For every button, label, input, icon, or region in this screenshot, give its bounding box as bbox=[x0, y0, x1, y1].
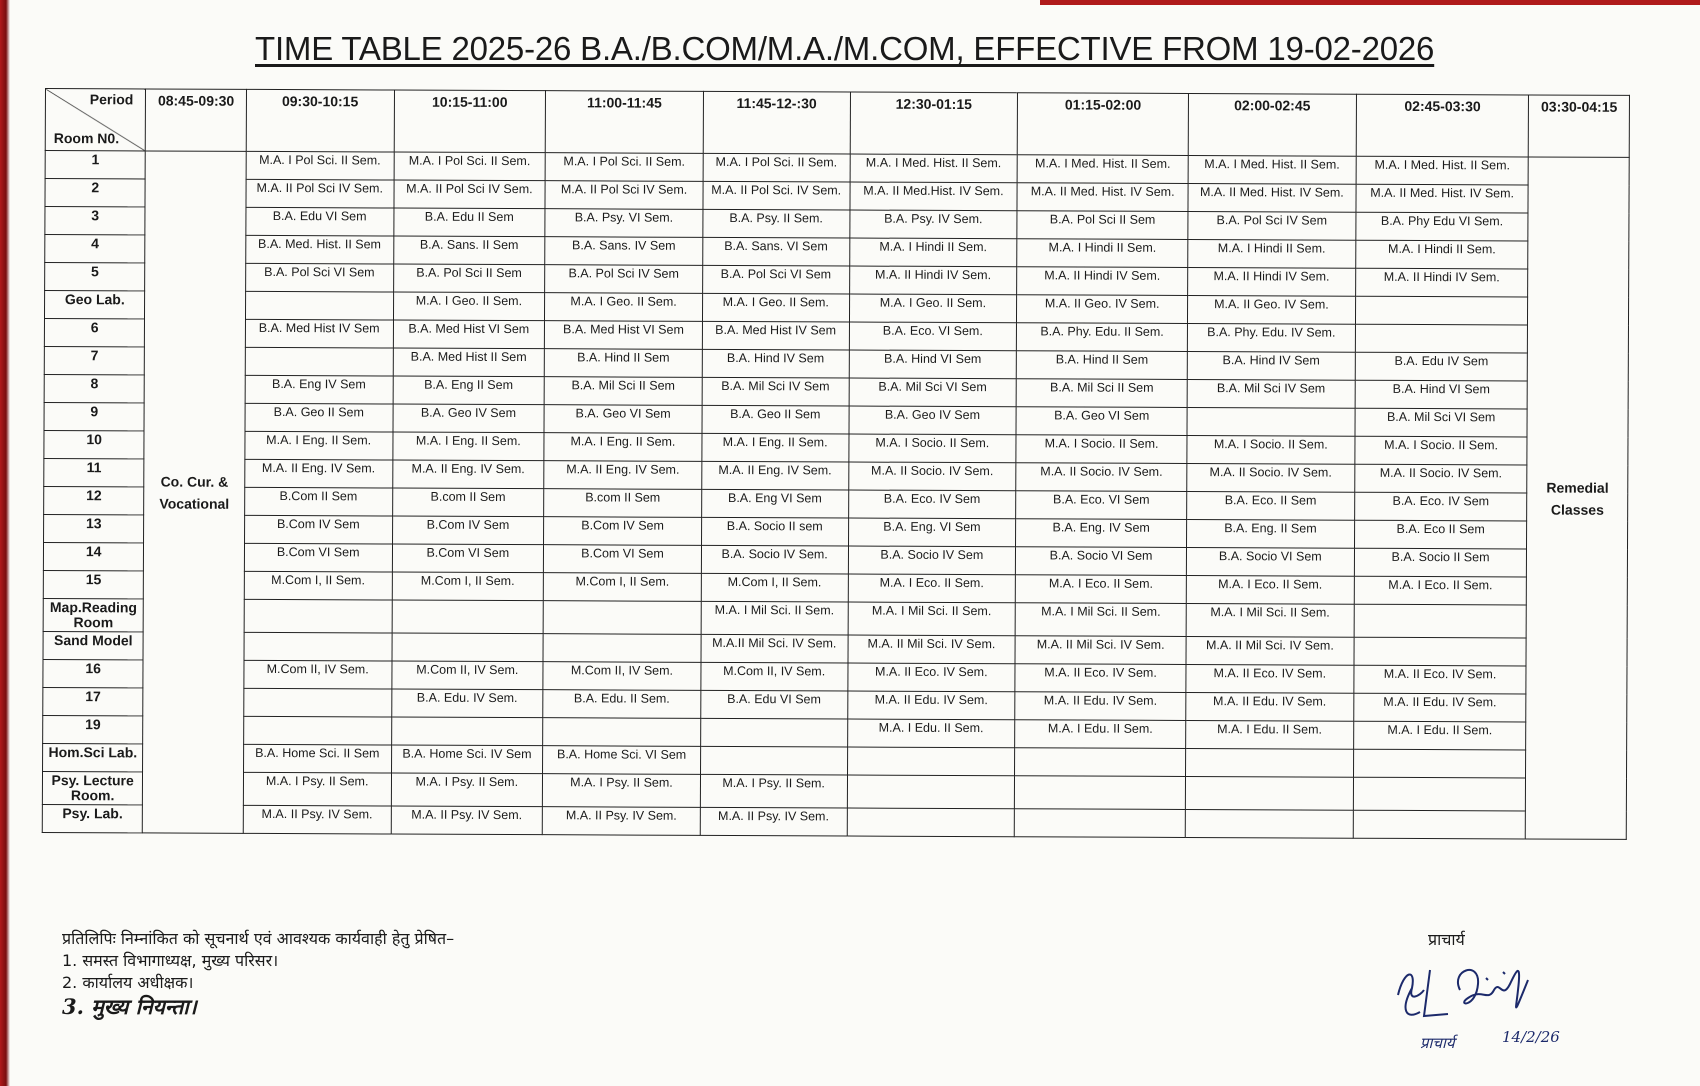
class-cell: B.A. Phy. Edu. II Sem. bbox=[1017, 323, 1188, 352]
class-cell bbox=[392, 633, 544, 662]
class-cell: B.Com IV Sem bbox=[544, 517, 702, 546]
class-cell: B.A. Sans. II Sem bbox=[393, 236, 545, 265]
class-cell: M.A. II Edu. IV Sem. bbox=[847, 691, 1015, 720]
class-cell: M.A. I Geo. II Sem. bbox=[849, 294, 1017, 323]
class-cell: M.A. II Psy. IV Sem. bbox=[391, 806, 543, 835]
class-cell: B.A. Med Hist II Sem bbox=[393, 348, 545, 377]
class-cell: B.A. Eng. II Sem bbox=[1186, 519, 1354, 548]
class-cell bbox=[700, 746, 847, 775]
room-cell: 4 bbox=[45, 235, 146, 263]
room-cell: 10 bbox=[44, 430, 145, 458]
class-cell: M.A. II Med. Hist. IV Sem. bbox=[1188, 183, 1356, 212]
class-cell: M.A. I Mil Sci. II Sem. bbox=[1015, 603, 1186, 637]
class-cell bbox=[1185, 809, 1353, 838]
class-cell: M.A. I Socio. II Sem. bbox=[1355, 436, 1528, 465]
room-cell: 16 bbox=[43, 659, 144, 687]
class-cell: M.Com I, II Sem. bbox=[392, 572, 544, 601]
class-cell: M.A. I Hindi II Sem. bbox=[1355, 240, 1528, 269]
class-cell bbox=[1015, 776, 1186, 810]
class-cell bbox=[244, 688, 392, 717]
class-cell bbox=[847, 747, 1015, 776]
class-cell: B.A. Home Sci. II Sem bbox=[243, 744, 391, 773]
page-title: TIME TABLE 2025-26 B.A./B.COM/M.A./M.COM, EFFECTIVE FROM 19-02-2026 bbox=[255, 30, 1435, 67]
class-cell: M.A. II Psy. IV Sem. bbox=[243, 805, 391, 834]
room-cell: Hom.Sci Lab. bbox=[43, 743, 144, 771]
class-cell: B.A. Med Hist VI Sem bbox=[545, 321, 703, 350]
class-cell: M.A. I Pol Sci. II Sem. bbox=[394, 152, 546, 181]
class-cell: M.A. II Geo. IV Sem. bbox=[1187, 295, 1355, 324]
page-edge-left bbox=[0, 0, 10, 1086]
class-cell: M.A. I Psy. II Sem. bbox=[700, 774, 847, 808]
class-cell: M.A. I Hindi II Sem. bbox=[1188, 239, 1356, 268]
class-cell: M.A. I Med. Hist. II Sem. bbox=[1017, 155, 1188, 184]
signature-label: प्राचार्य bbox=[1420, 1034, 1455, 1052]
class-cell: M.Com II, IV Sem. bbox=[701, 662, 848, 691]
class-cell bbox=[391, 717, 543, 746]
class-cell: M.A. II Hindi IV Sem. bbox=[1355, 268, 1528, 297]
class-cell: B.A. Med. Hist. II Sem bbox=[246, 235, 394, 264]
class-cell: M.Com I, II Sem. bbox=[244, 571, 392, 600]
class-cell: M.A. II Med. Hist. IV Sem. bbox=[1356, 184, 1529, 213]
class-cell bbox=[1185, 748, 1353, 777]
class-cell: M.A. I Eng. II Sem. bbox=[702, 433, 849, 462]
class-cell: B.A. Eng II Sem bbox=[393, 376, 545, 405]
room-cell: 5 bbox=[45, 263, 146, 291]
class-cell: M.A. II Mil Sci. IV Sem. bbox=[847, 635, 1015, 664]
room-cell: 15 bbox=[43, 570, 144, 598]
class-cell: B.A. Socio IV Sem. bbox=[701, 545, 848, 574]
class-cell: M.A. II Eng. IV Sem. bbox=[245, 459, 393, 488]
class-cell: M.A. II Eng. IV Sem. bbox=[544, 461, 702, 490]
class-cell: M.A. I Geo. II Sem. bbox=[702, 293, 849, 322]
class-cell: B.A. Eco. VI Sem. bbox=[849, 322, 1017, 351]
class-cell: M.A. II Eco. IV Sem. bbox=[1354, 665, 1527, 694]
class-cell: B.A. Mil Sci IV Sem bbox=[702, 377, 849, 406]
period-header: 01:15-02:00 bbox=[1017, 93, 1188, 156]
remedial-classes-cell: Remedial Classes bbox=[1526, 157, 1630, 839]
class-cell: M.A. I Edu. II Sem. bbox=[1015, 720, 1186, 749]
room-cell: 13 bbox=[44, 514, 145, 542]
class-cell: M.A. I Med. Hist. II Sem. bbox=[1356, 156, 1529, 185]
class-cell: B.A. Geo II Sem bbox=[702, 405, 849, 434]
class-cell: B.Com VI Sem bbox=[544, 545, 702, 574]
class-cell: M.Com II, IV Sem. bbox=[244, 660, 392, 689]
room-cell: 7 bbox=[44, 346, 145, 374]
class-cell: M.A. II Pol Sci IV Sem. bbox=[393, 180, 545, 209]
class-cell bbox=[245, 347, 393, 376]
class-cell: M.A. I Psy. II Sem. bbox=[243, 772, 391, 806]
class-cell: B.A. Psy. IV Sem. bbox=[849, 210, 1017, 239]
class-cell: M.A. II Pol Sci IV Sem. bbox=[246, 179, 394, 208]
class-cell: M.A. I Geo. II Sem. bbox=[545, 293, 703, 322]
room-cell: 17 bbox=[43, 687, 144, 715]
class-cell: B.A. Pol Sci VI Sem bbox=[245, 263, 393, 292]
class-cell: M.Com I, II Sem. bbox=[543, 573, 701, 602]
class-cell: M.A. II Edu. IV Sem. bbox=[1186, 692, 1354, 721]
class-cell: B.A. Mil Sci VI Sem bbox=[1355, 408, 1528, 437]
class-cell bbox=[244, 632, 392, 661]
class-cell: B.A. Pol Sci II Sem bbox=[393, 264, 545, 293]
class-cell: M.A. II Eng. IV Sem. bbox=[702, 461, 849, 490]
class-cell: M.A. I Socio. II Sem. bbox=[1016, 435, 1187, 464]
class-cell: B.A. Socio IV Sem bbox=[848, 546, 1016, 575]
period-label: Period bbox=[89, 91, 134, 108]
class-cell: M.A. II Eco. IV Sem. bbox=[847, 663, 1015, 692]
class-cell: M.A. II Geo. IV Sem. bbox=[1017, 295, 1188, 324]
class-cell: M.A. I Hindi II Sem. bbox=[849, 238, 1017, 267]
class-cell: M.A. I Pol Sci. II Sem. bbox=[545, 153, 703, 182]
class-cell: B.A. Edu VI Sem bbox=[246, 207, 394, 236]
class-cell: M.A. I Eng. II Sem. bbox=[245, 431, 393, 460]
class-cell: M.A. II Edu. IV Sem. bbox=[1015, 692, 1186, 721]
class-cell: M.A. I Psy. II Sem. bbox=[391, 773, 543, 807]
class-cell: B.A. Edu IV Sem bbox=[1355, 352, 1528, 381]
class-cell bbox=[847, 808, 1015, 837]
room-cell: Map.Reading Room bbox=[43, 598, 144, 631]
class-cell: M.A. I Pol Sci. II Sem. bbox=[246, 151, 394, 180]
class-cell: M.A. I Edu. II Sem. bbox=[1186, 720, 1354, 749]
class-cell bbox=[1185, 776, 1353, 810]
period-header: 02:00-02:45 bbox=[1188, 93, 1356, 156]
class-cell: B.com II Sem bbox=[392, 488, 544, 517]
class-cell: M.A. II Psy. IV Sem. bbox=[700, 807, 847, 836]
room-cell: 8 bbox=[44, 374, 145, 402]
class-cell: B.A. Geo VI Sem bbox=[1016, 407, 1187, 436]
class-cell: M.Com II, IV Sem. bbox=[543, 662, 701, 691]
class-cell: B.A. Hind II Sem bbox=[544, 349, 702, 378]
class-cell: M.A. II Med. Hist. IV Sem. bbox=[1017, 183, 1188, 212]
class-cell: B.A. Geo II Sem bbox=[245, 403, 393, 432]
class-cell: B.A. Hind VI Sem bbox=[1355, 380, 1528, 409]
class-cell: M.A. II Psy. IV Sem. bbox=[542, 807, 700, 836]
room-cell: Psy. Lecture Room. bbox=[42, 771, 143, 804]
class-cell bbox=[1354, 604, 1527, 638]
class-cell: M.A. I Eng. II Sem. bbox=[392, 432, 544, 461]
class-cell: B.A. Hind II Sem bbox=[1016, 351, 1187, 380]
class-cell: M.A. I Eng. II Sem. bbox=[544, 433, 702, 462]
class-cell: B.A. Hind IV Sem bbox=[702, 349, 849, 378]
distribution-list bbox=[62, 928, 454, 1018]
class-cell: M.A. I Psy. II Sem. bbox=[543, 774, 701, 808]
class-cell: B.A. Mil Sci VI Sem bbox=[849, 378, 1017, 407]
room-cell: Geo Lab. bbox=[44, 291, 145, 319]
page-edge-top bbox=[1040, 0, 1700, 5]
class-cell: B.A. Mil Sci IV Sem bbox=[1187, 379, 1355, 408]
class-cell: M.A. II Hindi IV Sem. bbox=[1017, 267, 1188, 296]
period-header: 08:45-09:30 bbox=[146, 89, 247, 151]
class-cell: B.A. Edu. II Sem. bbox=[543, 690, 701, 719]
class-cell: M.A. I Med. Hist. II Sem. bbox=[1188, 155, 1356, 184]
timetable-body bbox=[42, 151, 1629, 840]
room-cell: 6 bbox=[44, 319, 145, 347]
class-cell bbox=[1353, 777, 1526, 811]
period-header: 12:30-01:15 bbox=[850, 92, 1018, 155]
class-cell: M.A. II Socio. IV Sem. bbox=[1016, 463, 1187, 492]
class-cell: M.A. II Edu. IV Sem. bbox=[1353, 693, 1526, 722]
class-cell: M.A. I Eco. II Sem. bbox=[1015, 575, 1186, 604]
period-header: 10:15-11:00 bbox=[394, 90, 546, 153]
room-cell: 3 bbox=[45, 207, 146, 235]
class-cell: B.A. Eco. IV Sem bbox=[848, 490, 1016, 519]
class-cell: M.A. II Pol Sci. IV Sem. bbox=[703, 181, 850, 210]
class-cell: B.A. Phy. Edu. IV Sem. bbox=[1187, 323, 1355, 352]
corner-cell bbox=[45, 89, 146, 151]
period-header: 09:30-10:15 bbox=[246, 89, 394, 152]
class-cell: B.A. Edu. IV Sem. bbox=[391, 689, 543, 718]
class-cell bbox=[543, 601, 701, 635]
class-cell: M.A. II Med.Hist. IV Sem. bbox=[849, 182, 1017, 211]
class-cell: B.A. Home Sci. VI Sem bbox=[543, 746, 701, 775]
signature-date: 14/2/26 bbox=[1502, 1028, 1560, 1046]
class-cell bbox=[1355, 296, 1528, 325]
room-cell: Psy. Lab. bbox=[42, 804, 143, 832]
principal-signature bbox=[1390, 950, 1590, 1060]
class-cell: B.A. Eng IV Sem bbox=[245, 375, 393, 404]
class-cell: M.A. I Mil Sci. II Sem. bbox=[848, 602, 1016, 636]
class-cell: M.A. I Eco. II Sem. bbox=[1354, 576, 1527, 605]
class-cell: B.A. Eco. IV Sem bbox=[1354, 492, 1527, 521]
handwritten-item: 3. मुख्य नियन्ता। bbox=[62, 994, 197, 1019]
class-cell: B.A. Mil Sci II Sem bbox=[544, 377, 702, 406]
class-cell bbox=[847, 775, 1015, 809]
class-cell: M.A. I Edu. II Sem. bbox=[1353, 721, 1526, 750]
copy-line: प्रतिलिपिः निम्नांकित को सूचनार्थ एवं आवश्यक कार्यवाही हेतु प्रेषित– bbox=[62, 929, 455, 948]
class-cell: M.A. II Eng. IV Sem. bbox=[392, 460, 544, 489]
class-cell: B.Com VI Sem bbox=[392, 544, 544, 573]
class-cell: M.A. I Geo. II Sem. bbox=[393, 292, 545, 321]
room-cell: 14 bbox=[43, 542, 144, 570]
period-header: 03:30-04:15 bbox=[1529, 95, 1630, 157]
class-cell bbox=[392, 600, 544, 634]
class-cell: M.A. I Socio. II Sem. bbox=[848, 434, 1016, 463]
class-cell: B.com II Sem bbox=[544, 489, 702, 518]
class-cell bbox=[244, 599, 392, 633]
class-cell: M.Com I, II Sem. bbox=[701, 573, 848, 602]
class-cell bbox=[1014, 809, 1185, 838]
timetable bbox=[42, 88, 1630, 840]
class-cell: M.A. II Hindi IV Sem. bbox=[849, 266, 1017, 295]
room-cell: 12 bbox=[44, 486, 145, 514]
class-cell bbox=[1353, 749, 1526, 778]
class-cell: B.A. Pol Sci IV Sem bbox=[545, 265, 703, 294]
class-cell bbox=[700, 718, 847, 747]
class-cell: M.A. I Mil Sci. II Sem. bbox=[701, 601, 848, 635]
class-cell: B.A. Socio II Sem bbox=[1354, 548, 1527, 577]
class-cell: B.A. Geo VI Sem bbox=[544, 405, 702, 434]
class-cell: B.A. Edu VI Sem bbox=[701, 690, 848, 719]
class-cell: M.A. I Mil Sci. II Sem. bbox=[1186, 603, 1354, 637]
principal-label: प्राचार्य bbox=[1428, 930, 1465, 949]
class-cell: B.A. Eco II Sem bbox=[1354, 520, 1527, 549]
class-cell: B.A. Med Hist IV Sem bbox=[245, 319, 393, 348]
class-cell: M.A. II Mil Sci. IV Sem. bbox=[1015, 636, 1186, 665]
class-cell bbox=[1354, 637, 1527, 666]
class-cell: M.A. I Med. Hist. II Sem. bbox=[850, 154, 1018, 183]
header-row bbox=[45, 89, 1629, 158]
class-cell: M.A. II Eco. IV Sem. bbox=[1186, 664, 1354, 693]
class-cell bbox=[543, 718, 701, 747]
class-cell bbox=[543, 634, 701, 663]
class-cell: B.A. Sans. VI Sem bbox=[703, 237, 850, 266]
class-cell: B.A. Eng. VI Sem bbox=[848, 518, 1016, 547]
class-cell: M.A. II Pol Sci IV Sem. bbox=[545, 181, 703, 210]
class-cell: B.A. Eng. IV Sem bbox=[1016, 519, 1187, 548]
class-cell: B.A. Home Sci. IV Sem bbox=[391, 745, 543, 774]
class-cell: B.A. Socio VI Sem bbox=[1016, 547, 1187, 576]
class-cell bbox=[1355, 324, 1528, 353]
room-cell: 11 bbox=[44, 458, 145, 486]
class-cell: B.A. Sans. IV Sem bbox=[545, 237, 703, 266]
class-cell: M.A. II Socio. IV Sem. bbox=[1354, 464, 1527, 493]
class-cell: M.A. II Socio. IV Sem. bbox=[1187, 463, 1355, 492]
period-header: 11:00-11:45 bbox=[545, 91, 703, 154]
class-cell: B.A. Eng VI Sem bbox=[701, 489, 848, 518]
class-cell: B.A. Hind IV Sem bbox=[1187, 351, 1355, 380]
class-cell: B.A. Psy. II Sem. bbox=[703, 209, 850, 238]
class-cell: B.A. Pol Sci VI Sem bbox=[702, 265, 849, 294]
room-cell: 1 bbox=[45, 151, 146, 179]
distribution-item: 2. कार्यालय अधीक्षक। bbox=[62, 973, 194, 992]
table-row bbox=[42, 804, 1626, 839]
class-cell: B.A. Pol Sci IV Sem bbox=[1188, 211, 1356, 240]
class-cell: B.Com VI Sem bbox=[244, 543, 392, 572]
class-cell: M.A. I Pol Sci. II Sem. bbox=[703, 153, 850, 182]
class-cell: B.A. Psy. VI Sem. bbox=[545, 209, 703, 238]
class-cell: B.A. Socio VI Sem bbox=[1186, 547, 1354, 576]
class-cell bbox=[1015, 748, 1186, 777]
room-cell: Sand Model bbox=[43, 631, 144, 659]
distribution-item: 1. समस्त विभागाध्यक्ष, मुख्य परिसर। bbox=[62, 951, 279, 970]
class-cell: B.A. Edu II Sem bbox=[393, 208, 545, 237]
class-cell: M.A. I Eco. II Sem. bbox=[848, 574, 1016, 603]
class-cell: B.A. Eco. VI Sem bbox=[1016, 491, 1187, 520]
class-cell: M.Com II, IV Sem. bbox=[391, 661, 543, 690]
room-label: Room N0. bbox=[53, 130, 120, 147]
class-cell: B.A. Hind VI Sem bbox=[849, 350, 1017, 379]
class-cell: B.Com II Sem bbox=[245, 487, 393, 516]
class-cell: M.A. I Edu. II Sem. bbox=[847, 719, 1015, 748]
class-cell: M.A. II Hindi IV Sem. bbox=[1188, 267, 1356, 296]
class-cell bbox=[244, 716, 392, 745]
class-cell bbox=[245, 291, 393, 320]
class-cell: B.A. Phy Edu VI Sem. bbox=[1356, 212, 1529, 241]
class-cell: B.A. Geo IV Sem bbox=[848, 406, 1016, 435]
class-cell: B.A. Med Hist IV Sem bbox=[702, 321, 849, 350]
class-cell: M.A. I Socio. II Sem. bbox=[1187, 435, 1355, 464]
co-curricular-cell: Co. Cur. & Vocational bbox=[143, 151, 246, 833]
class-cell: M.A. I Eco. II Sem. bbox=[1186, 575, 1354, 604]
room-cell: 19 bbox=[43, 715, 144, 743]
period-header: 11:45-12-:30 bbox=[703, 91, 850, 154]
room-cell: 9 bbox=[44, 402, 145, 430]
class-cell: M.A. II Mil Sci. IV Sem. bbox=[1186, 636, 1354, 665]
class-cell: M.A.II Mil Sci. IV Sem. bbox=[701, 634, 848, 663]
class-cell: M.A. I Hindi II Sem. bbox=[1017, 239, 1188, 268]
class-cell: M.A. II Socio. IV Sem. bbox=[848, 462, 1016, 491]
class-cell bbox=[1353, 810, 1526, 839]
class-cell: B.A. Mil Sci II Sem bbox=[1016, 379, 1187, 408]
period-header: 02:45-03:30 bbox=[1356, 94, 1529, 157]
class-cell bbox=[1187, 407, 1355, 436]
class-cell: B.A. Geo IV Sem bbox=[393, 404, 545, 433]
class-cell: B.Com IV Sem bbox=[392, 516, 544, 545]
class-cell: B.A. Pol Sci II Sem bbox=[1017, 211, 1188, 240]
class-cell: B.A. Eco. II Sem bbox=[1187, 491, 1355, 520]
room-cell: 2 bbox=[45, 179, 146, 207]
class-cell: B.A. Med Hist VI Sem bbox=[393, 320, 545, 349]
class-cell: B.A. Socio II sem bbox=[701, 517, 848, 546]
class-cell: M.A. II Eco. IV Sem. bbox=[1015, 664, 1186, 693]
class-cell: B.Com IV Sem bbox=[244, 515, 392, 544]
